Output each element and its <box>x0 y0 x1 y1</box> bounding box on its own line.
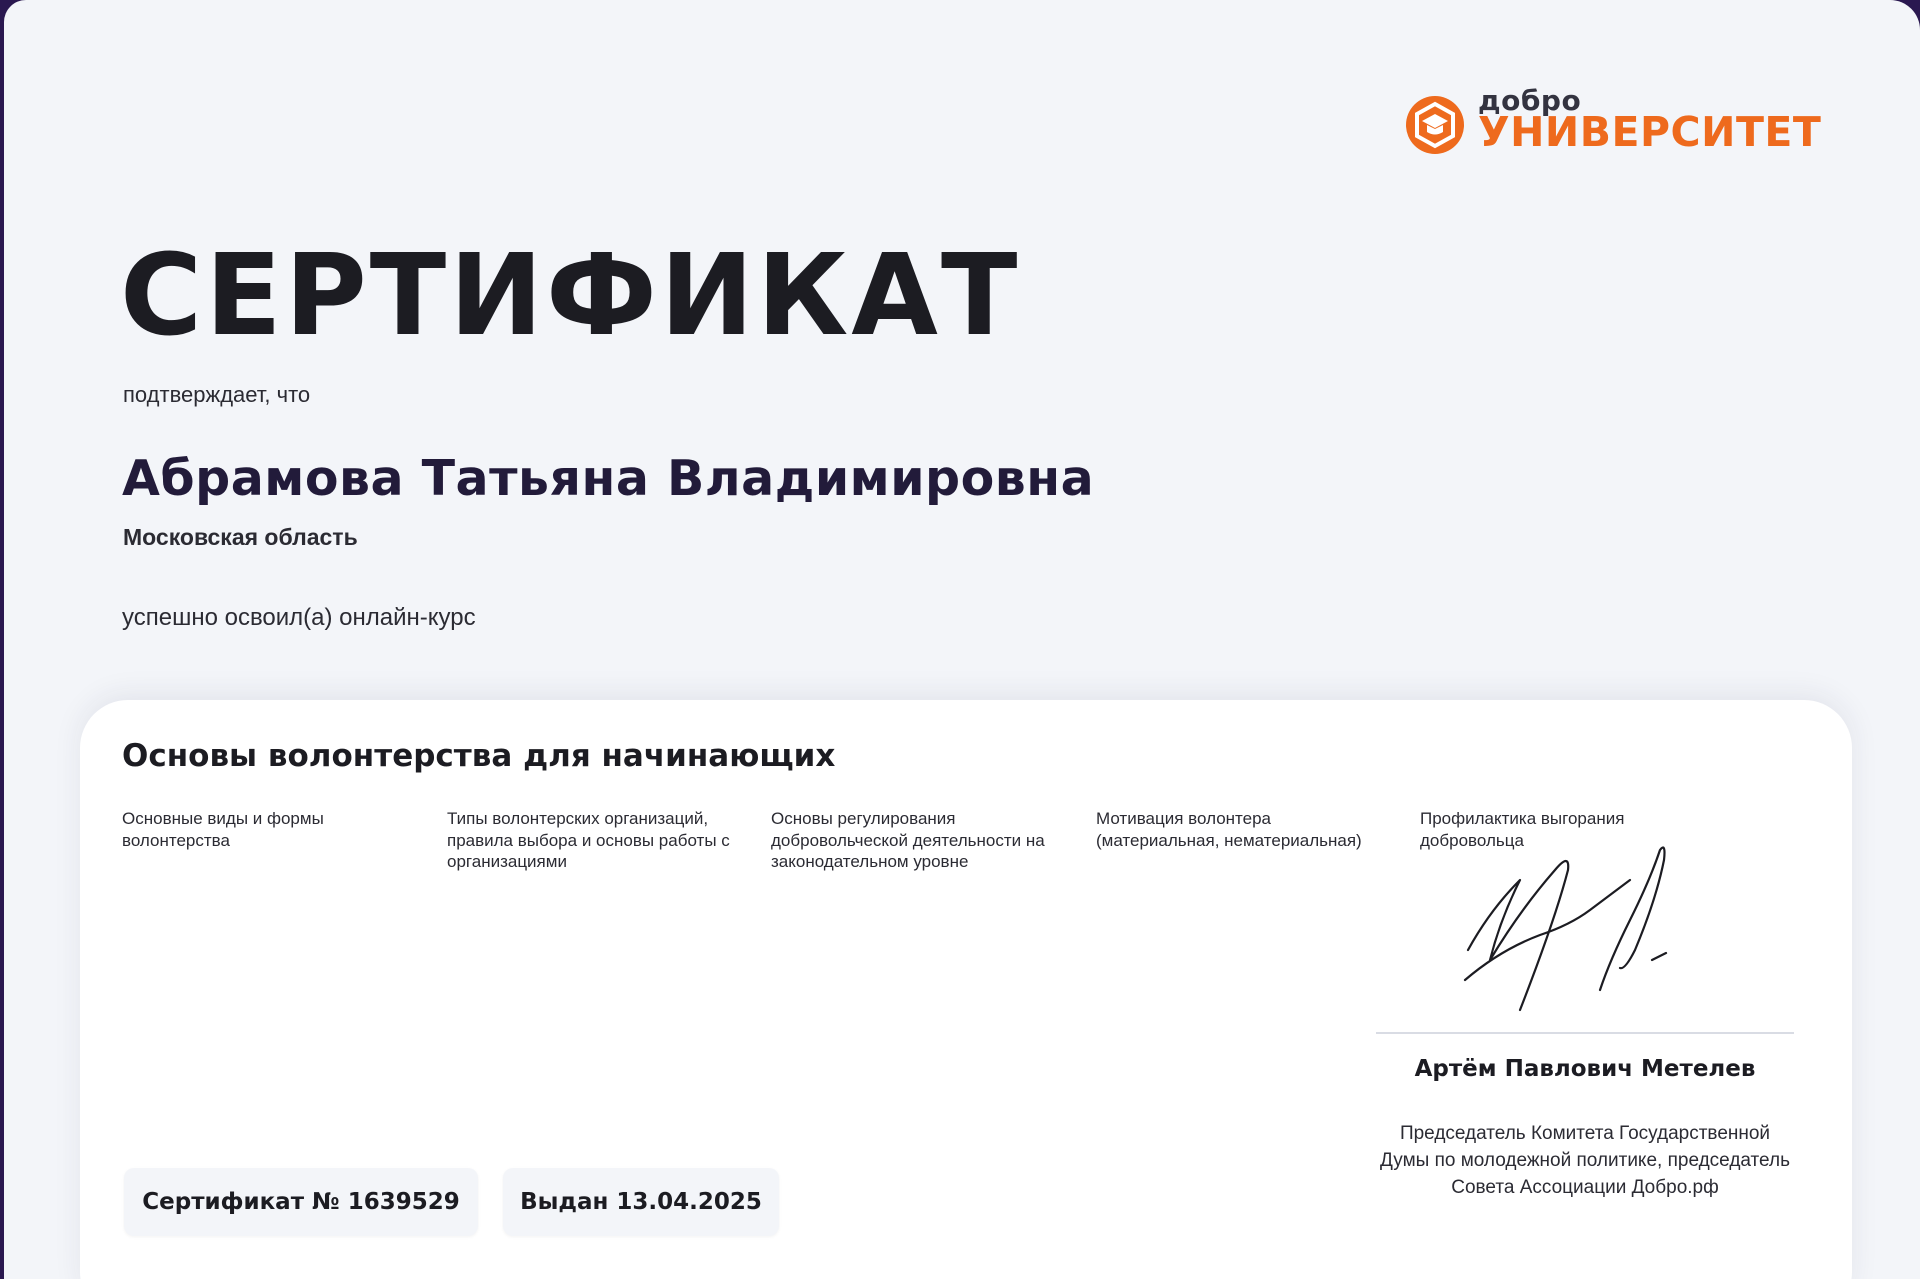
course-topic: Профилактика выгорания добровольца <box>1420 809 1625 850</box>
course-card <box>80 700 1852 1279</box>
certificate-page <box>4 0 1920 1279</box>
confirms-text: подтверждает, что <box>123 382 311 407</box>
course-topic: Основы регулирования добровольческой деятельности на законодательном уровне <box>771 809 1045 871</box>
course-title: Основы волонтерства для начинающих <box>122 738 836 774</box>
mastered-text: успешно освоил(а) онлайн-курс <box>122 604 476 631</box>
logo-big-text: УНИВЕРСИТЕТ <box>1478 108 1822 156</box>
person-region: Московская область <box>123 524 358 550</box>
course-topic: Типы волонтерских организаций, правила выбора и основы работы с организациями <box>447 809 730 871</box>
course-topic: Мотивация волонтера (материальная, нематериальная) <box>1096 809 1362 850</box>
signer-name: Артём Павлович Метелев <box>1414 1056 1756 1082</box>
handwritten-signature <box>1460 840 1720 1020</box>
course-topic: Основные виды и формы волонтерства <box>122 809 324 850</box>
graduation-cap-icon <box>1404 94 1466 156</box>
signature-line <box>1376 1032 1794 1034</box>
certificate-title: СЕРТИФИКАТ <box>120 231 1021 361</box>
certificate-number-badge: Сертификат № 1639529 <box>124 1168 478 1236</box>
signer-position: Председатель Комитета Государственной Думы по молодежной политике, председатель Совета Ассоциации Добро.рф <box>1380 1123 1790 1198</box>
logo-small-text: добро <box>1478 84 1582 117</box>
issue-date-badge: Выдан 13.04.2025 <box>503 1168 779 1236</box>
person-name: Абрамова Татьяна Владимировна <box>122 450 1095 507</box>
dobro-university-logo <box>1400 84 1820 164</box>
